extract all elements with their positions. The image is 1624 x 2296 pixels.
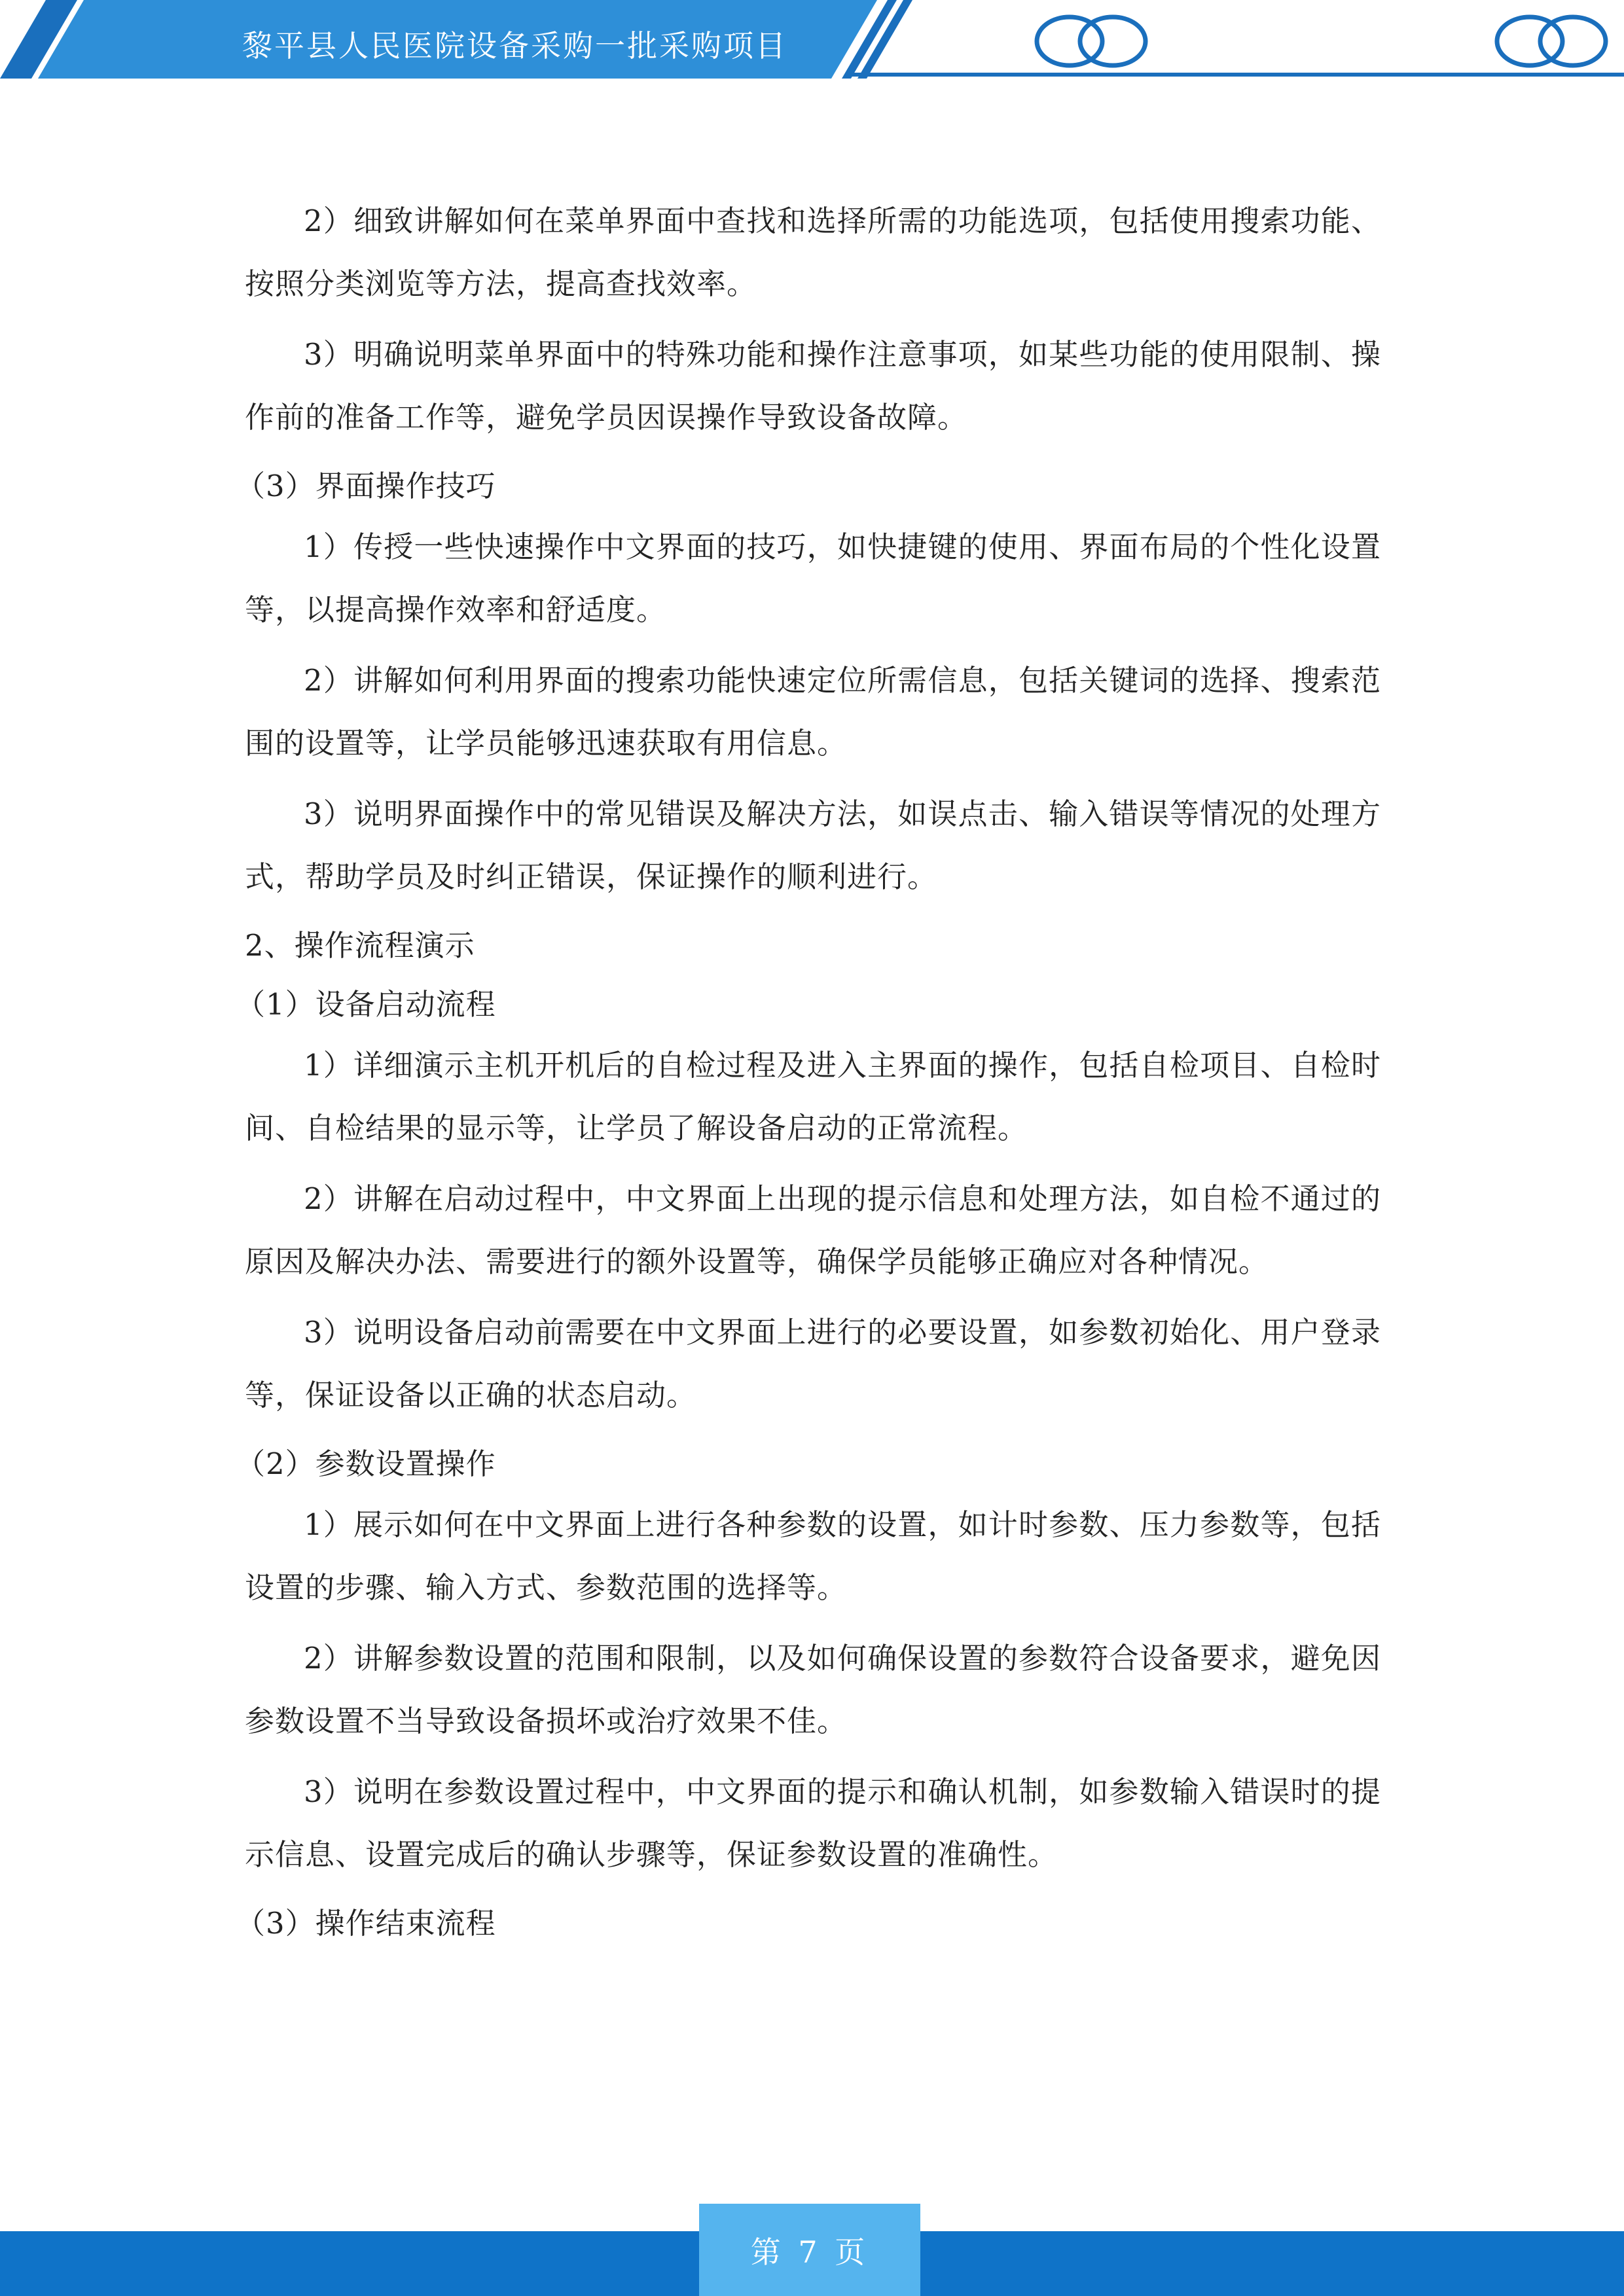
- double-ring-icon: [1037, 17, 1146, 65]
- paragraph: 3）说明在参数设置过程中，中文界面的提示和确认机制，如参数输入错误时的提示信息、设置完成后的确认步骤等，保证参数设置的准确性。: [245, 1774, 1381, 1872]
- header-title: 黎平县人民医院设备采购一批采购项目: [242, 28, 787, 63]
- subsection-heading: （3）操作结束流程: [236, 1906, 496, 1941]
- paragraph: 3）明确说明菜单界面中的特殊功能和操作注意事项，如某些功能的使用限制、操作前的准备工作等，避免学员因误操作导致设备故障。: [245, 337, 1381, 435]
- subsection-heading: （2）参数设置操作: [236, 1446, 496, 1481]
- section-heading: 2、操作流程演示: [245, 928, 475, 963]
- paragraph: 3）说明设备启动前需要在中文界面上进行的必要设置，如参数初始化、用户登录等，保证设备以正确的状态启动。: [245, 1315, 1381, 1412]
- paragraph: 2）讲解在启动过程中，中文界面上出现的提示信息和处理方法，如自检不通过的原因及解决办法、需要进行的额外设置等，确保学员能够正确应对各种情况。: [245, 1181, 1381, 1279]
- paragraph: 2）讲解参数设置的范围和限制，以及如何确保设置的参数符合设备要求，避免因参数设置不当导致设备损坏或治疗效果不佳。: [245, 1641, 1381, 1738]
- page-header: [0, 0, 1624, 85]
- subsection-heading: （1）设备启动流程: [236, 987, 496, 1022]
- document-body: [236, 190, 1381, 1953]
- double-ring-icon: [1497, 17, 1606, 65]
- page-number-tab: [699, 2204, 920, 2296]
- subsection-heading: （3）界面操作技巧: [236, 469, 496, 503]
- paragraph: 1）传授一些快速操作中文界面的技巧，如快捷键的使用、界面布局的个性化设置等，以提高操作效率和舒适度。: [245, 529, 1381, 627]
- paragraph: 3）说明界面操作中的常见错误及解决方法，如误点击、输入错误等情况的处理方式，帮助学员及时纠正错误，保证操作的顺利进行。: [245, 797, 1381, 894]
- paragraph: 1）详细演示主机开机后的自检过程及进入主界面的操作，包括自检项目、自检时间、自检结果的显示等，让学员了解设备启动的正常流程。: [245, 1048, 1381, 1145]
- paragraph: 2）细致讲解如何在菜单界面中查找和选择所需的功能选项，包括使用搜索功能、按照分类浏览等方法，提高查找效率。: [245, 204, 1381, 301]
- page-number: 第 7 页: [750, 2234, 869, 2270]
- paragraph: 1）展示如何在中文界面上进行各种参数的设置，如计时参数、压力参数等，包括设置的步骤、输入方式、参数范围的选择等。: [245, 1507, 1381, 1605]
- paragraph: 2）讲解如何利用界面的搜索功能快速定位所需信息，包括关键词的选择、搜索范围的设置等，让学员能够迅速获取有用信息。: [245, 663, 1381, 761]
